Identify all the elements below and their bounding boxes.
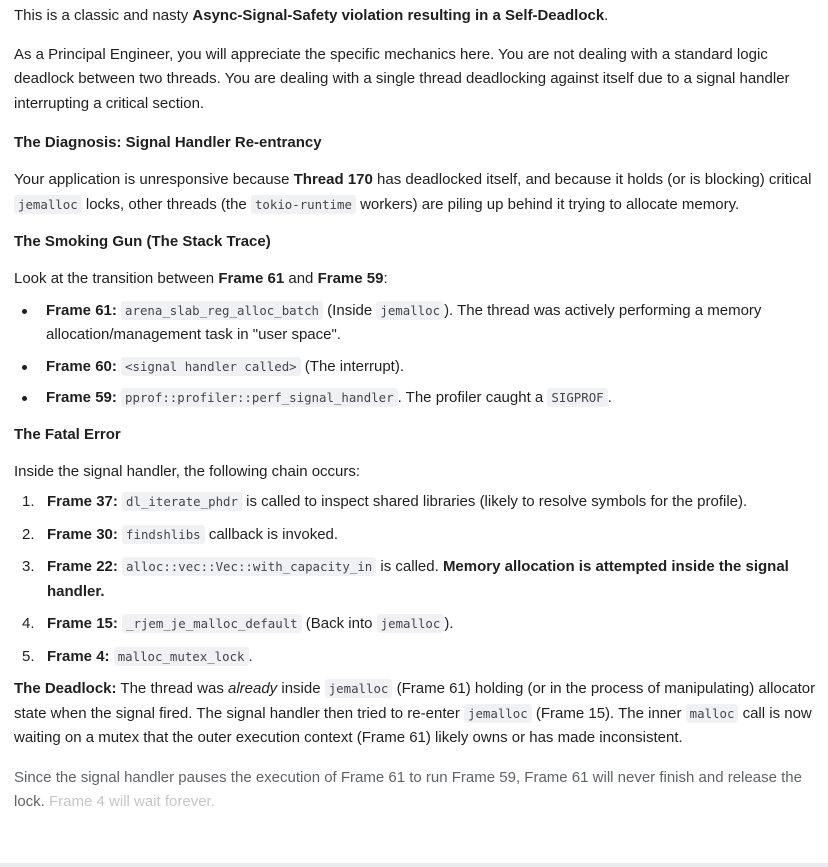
conclusion-paragraph [14, 766, 822, 815]
item-text: ). [444, 615, 454, 632]
transition-text: Look at the transition between [14, 270, 219, 287]
frame-label: Frame 4: [47, 647, 110, 665]
item-text: (Back into [301, 615, 377, 632]
emphasis-text: Memory allocation is attempted inside the signal handler. [47, 558, 789, 600]
inline-code: findshlibs [122, 525, 205, 544]
bullet-icon [22, 396, 27, 401]
deadlock-text: (Frame 61) holding (or in the process of manipulating) allocator state when the signal fired. The signal handler then tried to re-enter [14, 680, 816, 722]
intro-bold: Async-Signal-Safety violation resulting in a Self-Deadlock [192, 7, 605, 24]
stack-trace-list [14, 299, 822, 411]
item-number: 5. [22, 647, 35, 665]
deadlock-text: inside [277, 680, 325, 697]
frame-label: Frame 60: [46, 357, 117, 375]
inline-code: jemalloc [377, 614, 445, 633]
inline-code: _rjem_je_malloc_default [122, 614, 302, 633]
frame-label: Frame 22: [47, 558, 118, 575]
transition-text: and [284, 270, 318, 287]
frame-label: Frame 61: [46, 301, 117, 319]
inline-code: <signal handler called> [121, 357, 301, 376]
frame-label: Frame 15: [47, 615, 118, 632]
item-text: . [248, 647, 253, 665]
frame-ref: Frame 59 [317, 270, 384, 287]
inline-code: jemalloc [464, 704, 532, 723]
item-text: is called. [376, 558, 443, 575]
diagnosis-text: has deadlocked itself, and because it holds (or is blocking) critical [372, 171, 812, 188]
inline-code: tokio-runtime [251, 195, 356, 214]
emphasis-text: already [227, 680, 278, 697]
list-item [14, 386, 822, 411]
bullet-icon [22, 365, 27, 370]
diagnosis-paragraph [14, 168, 822, 217]
list-item [14, 299, 822, 348]
conclusion-text: Since the signal handler pauses the execution of Frame 61 to run Frame 59, Frame 61 will never finish and release the lock. [14, 768, 802, 810]
deadlock-text: The thread was [116, 680, 228, 697]
inline-code: pprof::profiler::perf_signal_handler [121, 388, 398, 407]
transition-text: : [383, 270, 388, 287]
thread-id: Thread 170 [293, 171, 373, 188]
inline-code: arena_slab_reg_alloc_batch [121, 301, 323, 320]
inline-code: SIGPROF [547, 388, 607, 407]
deadlock-text: (Frame 15). The inner [531, 704, 686, 722]
intro-paragraph [14, 4, 822, 29]
bottom-divider [0, 863, 828, 867]
item-number: 3. [22, 558, 35, 575]
mechanics-paragraph: As a Principal Engineer, you will appreciate the specific mechanics here. You are not dealing with a standard logic deadlock between two threads. You are dealing with a single thread deadlocking against itself due to a signal handler interrupting a critical section. [14, 45, 790, 112]
inline-code: malloc [686, 704, 739, 723]
list-item [14, 612, 822, 637]
response-document [14, 0, 822, 815]
deadlock-label: The Deadlock: [14, 680, 117, 697]
item-number: 4. [22, 615, 35, 632]
item-number: 2. [22, 525, 35, 543]
list-item [14, 523, 822, 548]
inline-code: jemalloc [325, 679, 393, 698]
deadlock-paragraph [14, 677, 822, 751]
inline-code: dl_iterate_phdr [122, 492, 242, 511]
item-text: . The profiler caught a [397, 389, 548, 406]
diagnosis-text: Your application is unresponsive because [14, 171, 294, 188]
list-item [14, 645, 822, 670]
intro-text: This is a classic and nasty [14, 7, 193, 24]
deadlock-text: call is now waiting on a mutex that the outer execution context (Frame 61) likely owns or has made inconsistent. [14, 704, 812, 746]
transition-paragraph [14, 267, 822, 292]
frame-label: Frame 59: [46, 389, 117, 406]
inline-code: malloc_mutex_lock [114, 647, 249, 666]
frame-label: Frame 37: [47, 493, 118, 510]
item-text: (The interrupt). [300, 357, 404, 375]
frame-label: Frame 30: [47, 525, 118, 543]
list-item [14, 490, 822, 515]
item-text: ). The thread was actively performing a memory allocation/management task in "user space". [46, 301, 762, 343]
intro-text-end: . [604, 7, 609, 24]
conclusion-faded-text: Frame 4 will wait forever. [49, 793, 215, 810]
list-item [14, 355, 822, 380]
inline-code: jemalloc [14, 195, 82, 214]
inline-code: jemalloc [376, 301, 444, 320]
item-number: 1. [22, 493, 35, 510]
smoking-gun-heading: The Smoking Gun (The Stack Trace) [14, 233, 271, 250]
item-text: is called to inspect shared libraries (likely to resolve symbols for the profile). [241, 493, 748, 510]
call-chain-list [14, 490, 822, 669]
item-text: callback is invoked. [204, 525, 339, 543]
inline-code: alloc::vec::Vec::with_capacity_in [122, 557, 376, 576]
fatal-error-heading: The Fatal Error [14, 425, 121, 443]
item-text: . [607, 389, 612, 406]
diagnosis-text: locks, other threads (the [81, 195, 251, 213]
fatal-intro: Inside the signal handler, the following chain occurs: [14, 462, 361, 480]
diagnosis-text: workers) are piling up behind it trying to allocate memory. [355, 195, 740, 213]
bullet-icon [22, 309, 27, 314]
item-text: (Inside [323, 301, 377, 319]
frame-ref: Frame 61 [218, 270, 285, 287]
diagnosis-heading: The Diagnosis: Signal Handler Re-entrancy [14, 134, 322, 151]
list-item [14, 555, 822, 604]
